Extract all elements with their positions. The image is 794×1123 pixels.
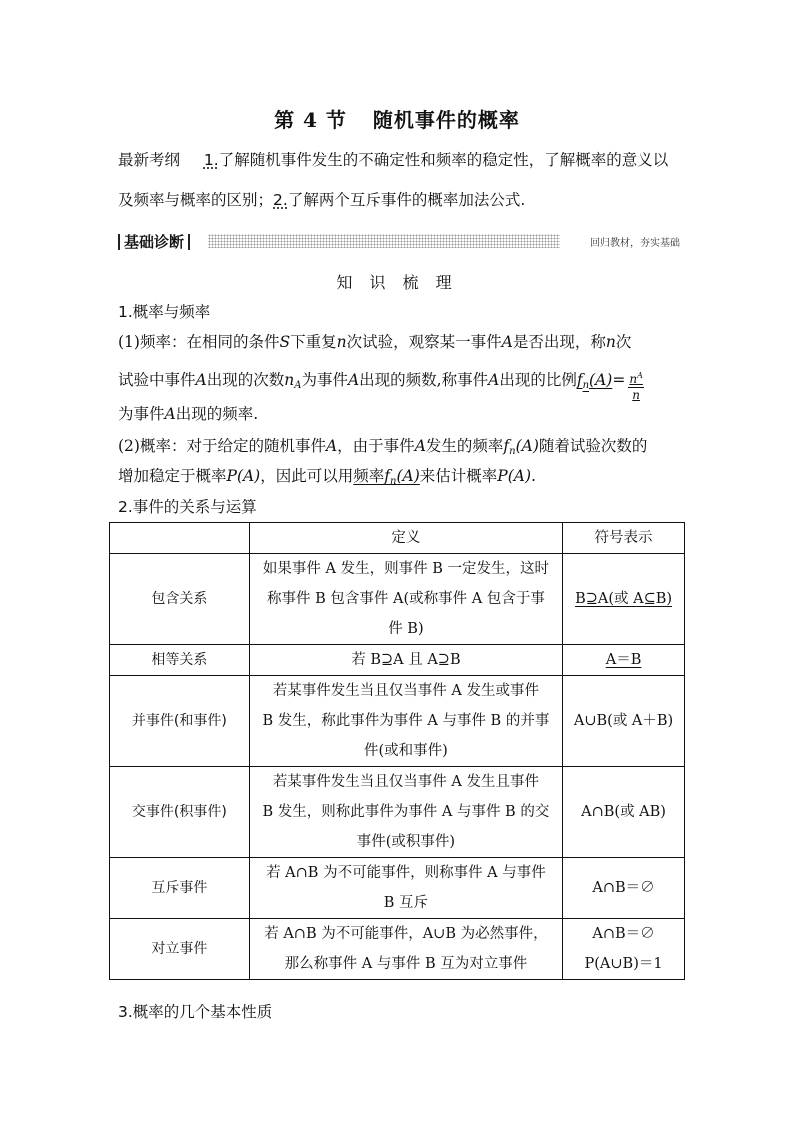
relation-symbol bbox=[563, 554, 685, 645]
symbol-line: A＝B bbox=[605, 652, 642, 668]
symbol-line: A∩B(或 AB) bbox=[581, 804, 666, 820]
s1-text: 出现的次数 bbox=[206, 371, 285, 389]
definition-line: B 互斥 bbox=[383, 895, 429, 911]
s1-text: 增加稳定于概率 bbox=[118, 467, 227, 485]
s1-text: 是否出现，称 bbox=[512, 333, 606, 351]
definition-line: 若某事件发生当且仅当事件 A 发生且事件 bbox=[272, 774, 540, 790]
fraction-numerator-sup: A bbox=[637, 371, 643, 380]
definition-line: 若 A∩B 为不可能事件，则称事件 A 与事件 bbox=[266, 865, 546, 881]
relation-definition bbox=[249, 645, 562, 676]
s1-var: A bbox=[488, 371, 500, 389]
s1-var: (A) bbox=[589, 371, 613, 389]
symbol-line: P(A∪B)＝1 bbox=[584, 956, 663, 972]
page-title bbox=[0, 104, 794, 133]
s1-var: n bbox=[336, 333, 347, 351]
s1-line-1 bbox=[118, 332, 631, 352]
s2-heading: 2.事件的关系与运算 bbox=[118, 498, 257, 516]
outline-item1-text: 了解随机事件发生的不确定性和频率的稳定性，了解概率的意义以 bbox=[218, 151, 669, 169]
outline-item1-number: 1. bbox=[203, 151, 219, 169]
s1-text: 随着试验次数的 bbox=[538, 437, 648, 455]
outline-item2-number: 2. bbox=[273, 191, 288, 209]
banner-right-text: 回归教材，夯实基础 bbox=[590, 238, 680, 249]
s1-text: 频率 bbox=[353, 467, 385, 485]
s1-text: ，由于事件 bbox=[337, 437, 415, 455]
s1-line-3 bbox=[118, 404, 258, 424]
s1-var: A bbox=[195, 371, 207, 389]
table-header-row bbox=[110, 523, 685, 554]
symbol-line: A∪B(或 A＋B) bbox=[573, 713, 674, 729]
outline-line-1 bbox=[118, 150, 668, 170]
relation-definition bbox=[249, 554, 562, 645]
s1-line-2 bbox=[118, 368, 644, 403]
s1-var: n bbox=[284, 371, 295, 389]
s3-heading: 3.概率的几个基本性质 bbox=[118, 1003, 273, 1021]
section-heading: 知 识 梳 理 bbox=[336, 273, 458, 292]
s1-equals: = bbox=[612, 371, 626, 389]
s1-var: f bbox=[384, 467, 391, 485]
title-section-number: 第 4 节 bbox=[274, 108, 347, 132]
s1-text: (1)频率：在相同的条件 bbox=[118, 333, 280, 351]
table-row bbox=[110, 767, 685, 858]
s1-subscript: n bbox=[582, 380, 590, 391]
s1-var: A bbox=[501, 333, 513, 351]
s1-subscript: n bbox=[390, 476, 397, 487]
table-row bbox=[110, 919, 685, 980]
relation-symbol bbox=[563, 645, 685, 676]
s1-line-5 bbox=[118, 466, 536, 492]
title-name: 随机事件的概率 bbox=[372, 108, 520, 132]
s1-var: f bbox=[576, 371, 583, 389]
definition-line: 若 A∩B 为不可能事件，A∪B 为必然事件， bbox=[264, 926, 548, 942]
outline-item1-continuation: 及频率与概率的区别； bbox=[118, 191, 274, 209]
relation-definition bbox=[249, 676, 562, 767]
relation-definition bbox=[249, 767, 562, 858]
relation-name: 对立事件 bbox=[110, 919, 250, 980]
s1-heading: 1.概率与频率 bbox=[118, 303, 211, 321]
s1-text: 出现的频率. bbox=[175, 405, 259, 423]
s1-text: 为事件 bbox=[301, 371, 348, 389]
table-row bbox=[110, 554, 685, 645]
definition-line: 件 B) bbox=[388, 621, 424, 637]
s1-text: 来估计概率 bbox=[419, 467, 498, 485]
relation-name: 相等关系 bbox=[110, 645, 250, 676]
definition-line: 事件(或积事件) bbox=[356, 834, 456, 850]
symbol-line: A∩B＝∅ bbox=[592, 880, 655, 896]
definition-line: 件(或和事件) bbox=[364, 743, 448, 759]
relation-definition bbox=[249, 858, 562, 919]
symbol-line: A∩B＝∅ bbox=[592, 926, 655, 942]
definition-line: 若 B⊇A 且 A⊇B bbox=[351, 652, 461, 668]
s1-text: 次 bbox=[615, 333, 632, 351]
s1-subscript: A bbox=[294, 380, 302, 391]
table-header-cell: 符号表示 bbox=[563, 523, 685, 554]
s1-var: (A) bbox=[515, 437, 539, 455]
relation-symbol bbox=[563, 919, 685, 980]
s1-var: (A) bbox=[396, 467, 420, 485]
s1-line-4 bbox=[118, 436, 647, 462]
frequency-fraction bbox=[628, 368, 644, 403]
relation-definition bbox=[249, 919, 562, 980]
fraction-denominator: n bbox=[632, 388, 640, 402]
s1-var: A bbox=[325, 437, 338, 455]
s1-text: 发生的频率 bbox=[425, 437, 504, 455]
s1-text: 出现的频数,称事件 bbox=[359, 371, 489, 389]
relation-symbol bbox=[563, 676, 685, 767]
s1-var: f bbox=[503, 437, 510, 455]
banner-label: 基础诊断 bbox=[118, 231, 190, 252]
outline-item2-text: 了解两个互斥事件的概率加法公式. bbox=[287, 191, 526, 209]
s1-text: (2)概率：对于给定的随机事件 bbox=[118, 437, 326, 455]
symbol-line: B⊇A(或 A⊆B) bbox=[575, 591, 673, 607]
definition-line: B 发生，称此事件为事件 A 与事件 B 的并事 bbox=[262, 713, 550, 729]
relation-name: 交事件(积事件) bbox=[110, 767, 250, 858]
outline-label: 最新考纲 bbox=[118, 151, 181, 169]
table-row bbox=[110, 676, 685, 767]
s1-text: 为事件 bbox=[118, 405, 165, 423]
relation-name: 并事件(和事件) bbox=[110, 676, 250, 767]
s1-var: S bbox=[279, 333, 291, 351]
section-banner bbox=[118, 231, 680, 251]
fraction-numerator: n bbox=[629, 372, 638, 386]
s1-text: 出现的比例 bbox=[499, 371, 577, 389]
definition-line: 那么称事件 A 与事件 B 互为对立事件 bbox=[284, 956, 528, 972]
definition-line: 若某事件发生当且仅当事件 A 发生或事件 bbox=[272, 683, 540, 699]
s1-var: A bbox=[164, 405, 176, 423]
s1-var: n bbox=[605, 333, 616, 351]
table-row bbox=[110, 858, 685, 919]
banner-dotted-rule bbox=[208, 234, 560, 248]
definition-line: 称事件 B 包含事件 A(或称事件 A 包含于事 bbox=[267, 591, 545, 607]
table-header-cell bbox=[110, 523, 250, 554]
s1-var: A bbox=[347, 371, 360, 389]
s1-text: 次试验，观察某一事件 bbox=[346, 333, 502, 351]
s1-text: 试验中事件 bbox=[118, 371, 196, 389]
table-header-cell: 定义 bbox=[249, 523, 562, 554]
s1-var: P(A) bbox=[497, 467, 531, 485]
s1-text: ，因此可以用 bbox=[260, 467, 354, 485]
s1-text: 下重复 bbox=[290, 333, 337, 351]
relation-symbol bbox=[563, 767, 685, 858]
s1-text: . bbox=[531, 467, 536, 485]
definition-line: B 发生，则称此事件为事件 A 与事件 B 的交 bbox=[262, 804, 550, 820]
relation-name: 互斥事件 bbox=[110, 858, 250, 919]
s1-var: A bbox=[414, 437, 426, 455]
s1-var: P(A) bbox=[226, 467, 261, 485]
s1-subscript: n bbox=[509, 446, 516, 457]
outline-line-2 bbox=[118, 190, 525, 210]
table-row bbox=[110, 645, 685, 676]
relation-symbol bbox=[563, 858, 685, 919]
relation-name: 包含关系 bbox=[110, 554, 250, 645]
definition-line: 如果事件 A 发生，则事件 B 一定发生，这时 bbox=[262, 561, 549, 577]
event-relations-table bbox=[109, 522, 685, 980]
s1-underlined-frequency bbox=[353, 467, 420, 485]
